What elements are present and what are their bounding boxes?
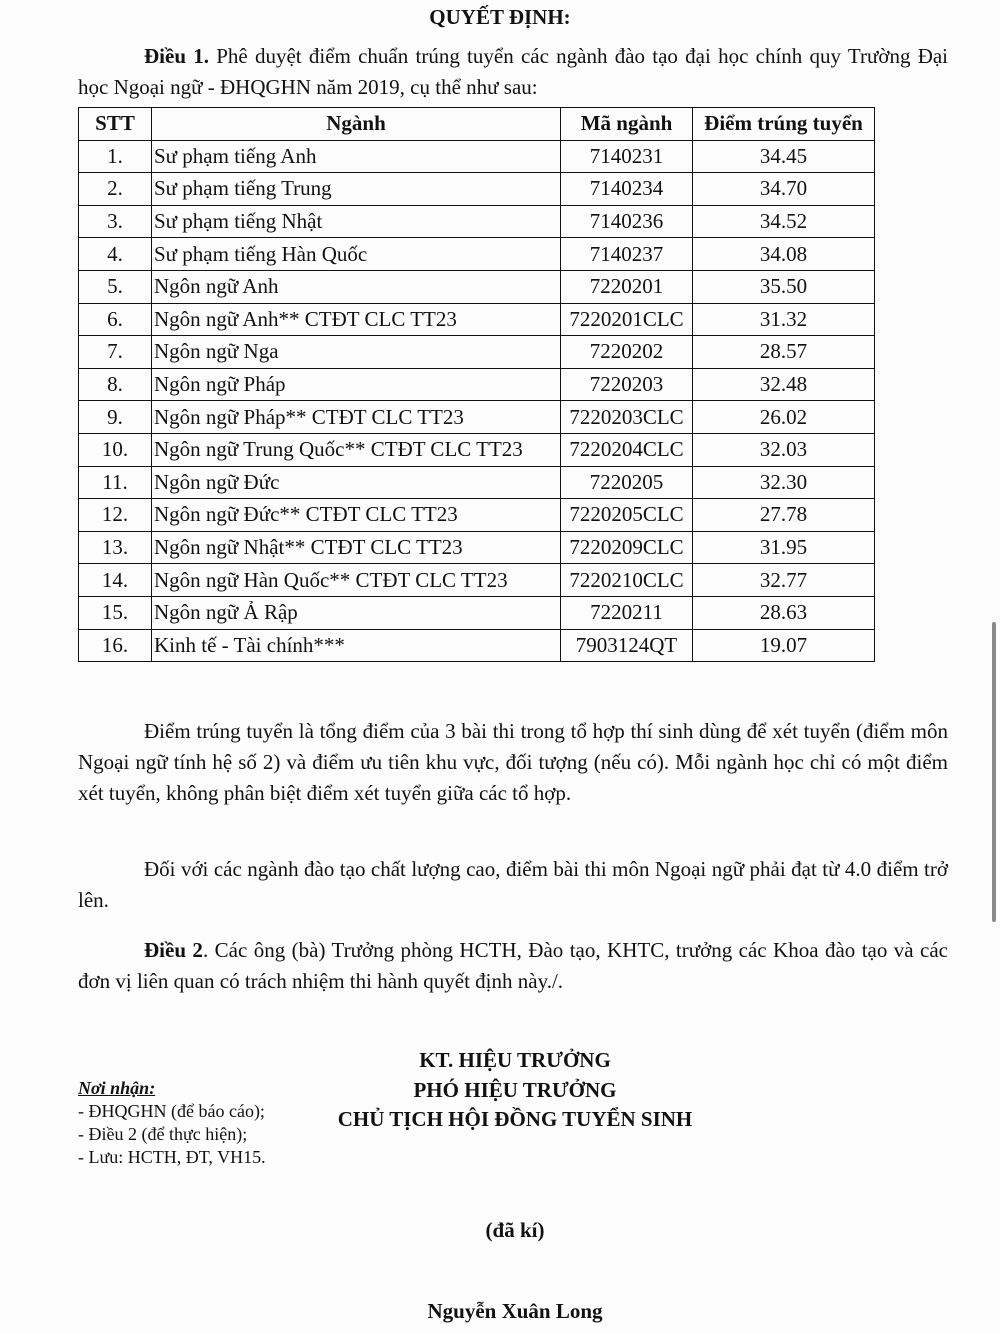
article-1-label: Điều 1. [144, 44, 209, 68]
note-total-score: Điểm trúng tuyển là tổng điểm của 3 bài thi trong tổ hợp thí sinh dùng để xét tuyển (điểm môn Ngoại ngữ tính hệ số 2) và điểm ưu tiên khu vực, đối tượng (nếu có). Mỗi ngành học chỉ có một điểm xét tuyển, không phân biệt điểm xét tuyển giữa các tổ hợp. [78, 719, 948, 805]
scrollbar[interactable] [992, 622, 996, 922]
table-row [79, 629, 875, 662]
cell-score: 26.02 [693, 401, 875, 434]
table-row [79, 596, 875, 629]
cell-code: 7220205CLC [561, 499, 693, 532]
signature-title-3: CHỦ TỊCH HỘI ĐỒNG TUYỂN SINH [337, 1107, 693, 1131]
cell-code: 7220202 [561, 336, 693, 369]
article-2-label: Điều 2 [144, 938, 203, 962]
table-row [79, 140, 875, 173]
signature-title-2: PHÓ HIỆU TRƯỞNG [413, 1078, 617, 1102]
cell-score: 32.03 [693, 433, 875, 466]
header-score: Điểm trúng tuyển [693, 108, 875, 141]
cell-major: Ngôn ngữ Nhật** CTĐT CLC TT23 [152, 531, 561, 564]
cell-stt: 4. [79, 238, 152, 271]
cell-major: Sư phạm tiếng Trung [152, 173, 561, 206]
article-2-text: . Các ông (bà) Trưởng phòng HCTH, Đào tạo, KHTC, trưởng các Khoa đào tạo và các đơn vị liên quan có trách nhiệm thi hành quyết định này./. [78, 938, 949, 993]
cell-major: Sư phạm tiếng Hàn Quốc [152, 238, 561, 271]
table-row [79, 173, 875, 206]
cell-stt: 5. [79, 270, 152, 303]
signer-name: Nguyễn Xuân Long [427, 1299, 603, 1323]
cell-code: 7140236 [561, 205, 693, 238]
cell-code: 7220209CLC [561, 531, 693, 564]
cell-score: 34.70 [693, 173, 875, 206]
table-row [79, 205, 875, 238]
cell-code: 7220210CLC [561, 564, 693, 597]
cell-major: Ngôn ngữ Pháp** CTĐT CLC TT23 [152, 401, 561, 434]
cell-major: Kinh tế - Tài chính*** [152, 629, 561, 662]
cell-stt: 15. [79, 596, 152, 629]
article-1 [78, 41, 948, 103]
cell-stt: 11. [79, 466, 152, 499]
cell-code: 7220203CLC [561, 401, 693, 434]
article-2 [78, 935, 948, 997]
cell-major: Ngôn ngữ Đức** CTĐT CLC TT23 [152, 499, 561, 532]
cell-score: 32.30 [693, 466, 875, 499]
cell-stt: 6. [79, 303, 152, 336]
cell-code: 7220204CLC [561, 433, 693, 466]
cell-code: 7220201 [561, 270, 693, 303]
signature-title-1: KT. HIỆU TRƯỞNG [419, 1048, 611, 1072]
table-row [79, 336, 875, 369]
table-row [79, 401, 875, 434]
cell-code: 7140237 [561, 238, 693, 271]
recipient-item: - Lưu: HCTH, ĐT, VH15. [78, 1147, 266, 1167]
cell-score: 28.63 [693, 596, 875, 629]
table-row [79, 303, 875, 336]
document-title: QUYẾT ĐỊNH: [429, 5, 571, 29]
cell-code: 7903124QT [561, 629, 693, 662]
cell-score: 34.08 [693, 238, 875, 271]
cell-code: 7220205 [561, 466, 693, 499]
cell-stt: 9. [79, 401, 152, 434]
cell-major: Ngôn ngữ Pháp [152, 368, 561, 401]
cell-score: 28.57 [693, 336, 875, 369]
cell-stt: 7. [79, 336, 152, 369]
cell-score: 31.95 [693, 531, 875, 564]
header-code: Mã ngành [561, 108, 693, 141]
cell-stt: 1. [79, 140, 152, 173]
cell-code: 7220211 [561, 596, 693, 629]
cell-code: 7220203 [561, 368, 693, 401]
cell-score: 34.45 [693, 140, 875, 173]
cell-code: 7220201CLC [561, 303, 693, 336]
cell-score: 19.07 [693, 629, 875, 662]
cell-code: 7140231 [561, 140, 693, 173]
recipient-item: - Điều 2 (để thực hiện); [78, 1124, 248, 1144]
note-high-quality: Đối với các ngành đào tạo chất lượng cao, điểm bài thi môn Ngoại ngữ phải đạt từ 4.0 điểm trở lên. [78, 857, 948, 912]
header-major: Ngành [152, 108, 561, 141]
recipients-heading: Nơi nhận: [78, 1078, 156, 1098]
cell-stt: 12. [79, 499, 152, 532]
recipients-block [78, 1077, 266, 1169]
cell-major: Ngôn ngữ Anh [152, 270, 561, 303]
cell-stt: 10. [79, 433, 152, 466]
table-row [79, 238, 875, 271]
cell-score: 31.32 [693, 303, 875, 336]
cell-score: 32.48 [693, 368, 875, 401]
header-stt: STT [79, 108, 152, 141]
recipient-item: - ĐHQGHN (để báo cáo); [78, 1101, 265, 1121]
signed-note: (đã kí) [485, 1218, 545, 1242]
cell-major: Ngôn ngữ Đức [152, 466, 561, 499]
cell-major: Ngôn ngữ Trung Quốc** CTĐT CLC TT23 [152, 433, 561, 466]
cell-score: 32.77 [693, 564, 875, 597]
cell-major: Ngôn ngữ Anh** CTĐT CLC TT23 [152, 303, 561, 336]
table-row [79, 433, 875, 466]
cell-stt: 8. [79, 368, 152, 401]
cell-stt: 13. [79, 531, 152, 564]
cell-score: 27.78 [693, 499, 875, 532]
table-row [79, 531, 875, 564]
cell-major: Ngôn ngữ Hàn Quốc** CTĐT CLC TT23 [152, 564, 561, 597]
admission-scores-table [78, 107, 875, 662]
table-row [79, 564, 875, 597]
article-1-text: Phê duyệt điểm chuẩn trúng tuyển các ngành đào tạo đại học chính quy Trường Đại học Ngoại ngữ - ĐHQGHN năm 2019, cụ thể như sau: [78, 44, 949, 99]
table-body [79, 140, 875, 662]
table-row [79, 270, 875, 303]
table-row [79, 499, 875, 532]
table-header-row [79, 108, 875, 141]
cell-stt: 2. [79, 173, 152, 206]
cell-stt: 16. [79, 629, 152, 662]
table-row [79, 466, 875, 499]
cell-major: Ngôn ngữ Ả Rập [152, 596, 561, 629]
cell-score: 35.50 [693, 270, 875, 303]
cell-major: Ngôn ngữ Nga [152, 336, 561, 369]
cell-stt: 14. [79, 564, 152, 597]
table-row [79, 368, 875, 401]
cell-code: 7140234 [561, 173, 693, 206]
cell-major: Sư phạm tiếng Anh [152, 140, 561, 173]
cell-stt: 3. [79, 205, 152, 238]
cell-score: 34.52 [693, 205, 875, 238]
cell-major: Sư phạm tiếng Nhật [152, 205, 561, 238]
